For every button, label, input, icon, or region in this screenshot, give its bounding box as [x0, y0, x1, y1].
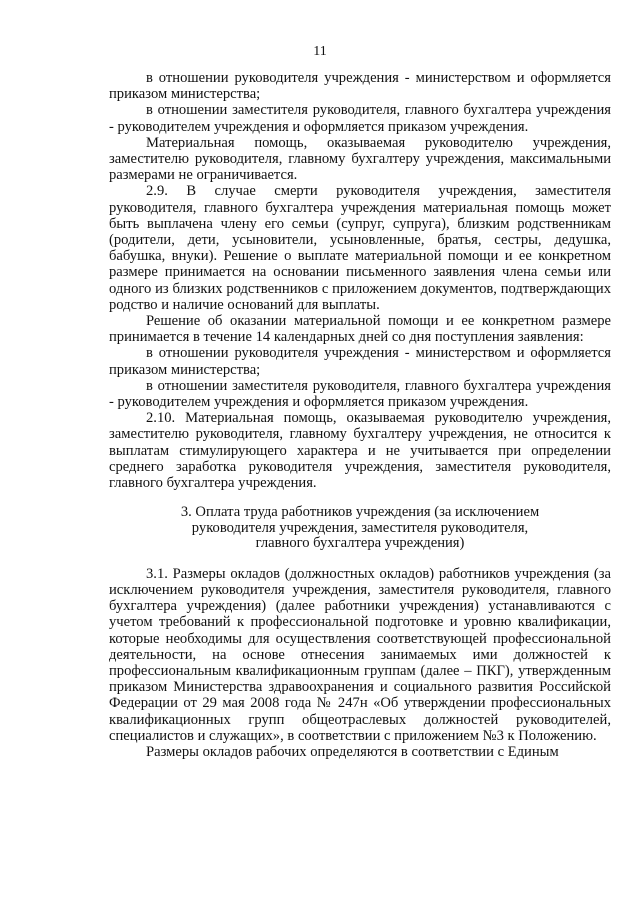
paragraph-decision-term: Решение об оказании материальной помощи и ее конкретном размере принимается в течение 14 календарных дней со дня поступления заявления: [109, 313, 611, 346]
paragraph-2-10-not-incentive: 2.10. Материальная помощь, оказываемая руководителю учреждения, заместителю руководителя, главному бухгалтеру учреждения, не относится к выплатам стимулирующего характера и не учитывается при определении среднего заработка руководителя учреждения, заместителя руководителя, главного бухгалтера учреждения. [109, 410, 611, 492]
paragraph-2-9-death-aid: 2.9. В случае смерти руководителя учреждения, заместителя руководителя, главного бухгалтера учреждения материальная помощь может быть выплачена члену его семьи (супруг, супруга), близким родственникам (родители, дети, усыновители, усыновленные, братья, сестры, дедушка, бабушка, внуки). Решение о выплате материальной помощи и ее конкретном размере принимается на основании письменного заявления члена семьи или одного из близких родственников с приложением документов, подтверждающих родство и наличие оснований для выплаты. [109, 183, 611, 313]
section-3-heading-line-2: руководителя учреждения, заместителя руководителя, [191, 519, 529, 536]
page-number: 11 [313, 44, 327, 59]
section-3-heading-line-1: 3. Оплата труда работников учреждения (за исключением [180, 504, 540, 521]
paragraph-minister-approval: в отношении руководителя учреждения - министерством и оформляется приказом министерства; [109, 70, 611, 103]
paragraph-workers-salaries: Размеры окладов рабочих определяются в соответствии с Единым [146, 744, 559, 761]
paragraph-minister-approval-2: в отношении руководителя учреждения - министерством и оформляется приказом министерства; [109, 345, 611, 378]
section-3-heading [109, 505, 611, 552]
paragraph-aid-unlimited: Материальная помощь, оказываемая руководителю учреждения, заместителю руководителя, главному бухгалтеру учреждения, максимальными размерами не ограничивается. [109, 134, 611, 184]
paragraph-deputy-approval-2: в отношении заместителя руководителя, главного бухгалтера учреждения - руководителем учреждения и оформляется приказом учреждения. [109, 377, 611, 411]
section-3-heading-line-3: главного бухгалтера учреждения) [255, 535, 465, 552]
paragraph-3-1-salaries: 3.1. Размеры окладов (должностных окладов) работников учреждения (за исключением руководителя учреждения, заместителя руководителя, главного бухгалтера учреждения) (далее работники учреждения) устанавливаются с учетом требований к профессиональной подготовке и уровню квалификации, которые необходимы для осуществления соответствующей профессиональной деятельности, на основе отнесения занимаемых ими должностей к профессиональным квалификационным группам (далее – ПКГ), утвержденным приказом Министерства здравоохранения и социального развития Российской Федерации от 29 мая 2008 года № 247н «Об утверждении профессиональных квалификационных групп общеотраслевых должностей руководителей, специалистов и служащих», в соответствии с приложением №3 к Положению. [109, 565, 611, 744]
document-body [109, 70, 611, 760]
paragraph-deputy-approval: в отношении заместителя руководителя, главного бухгалтера учреждения - руководителем учреждения и оформляется приказом учреждения. [109, 102, 611, 135]
